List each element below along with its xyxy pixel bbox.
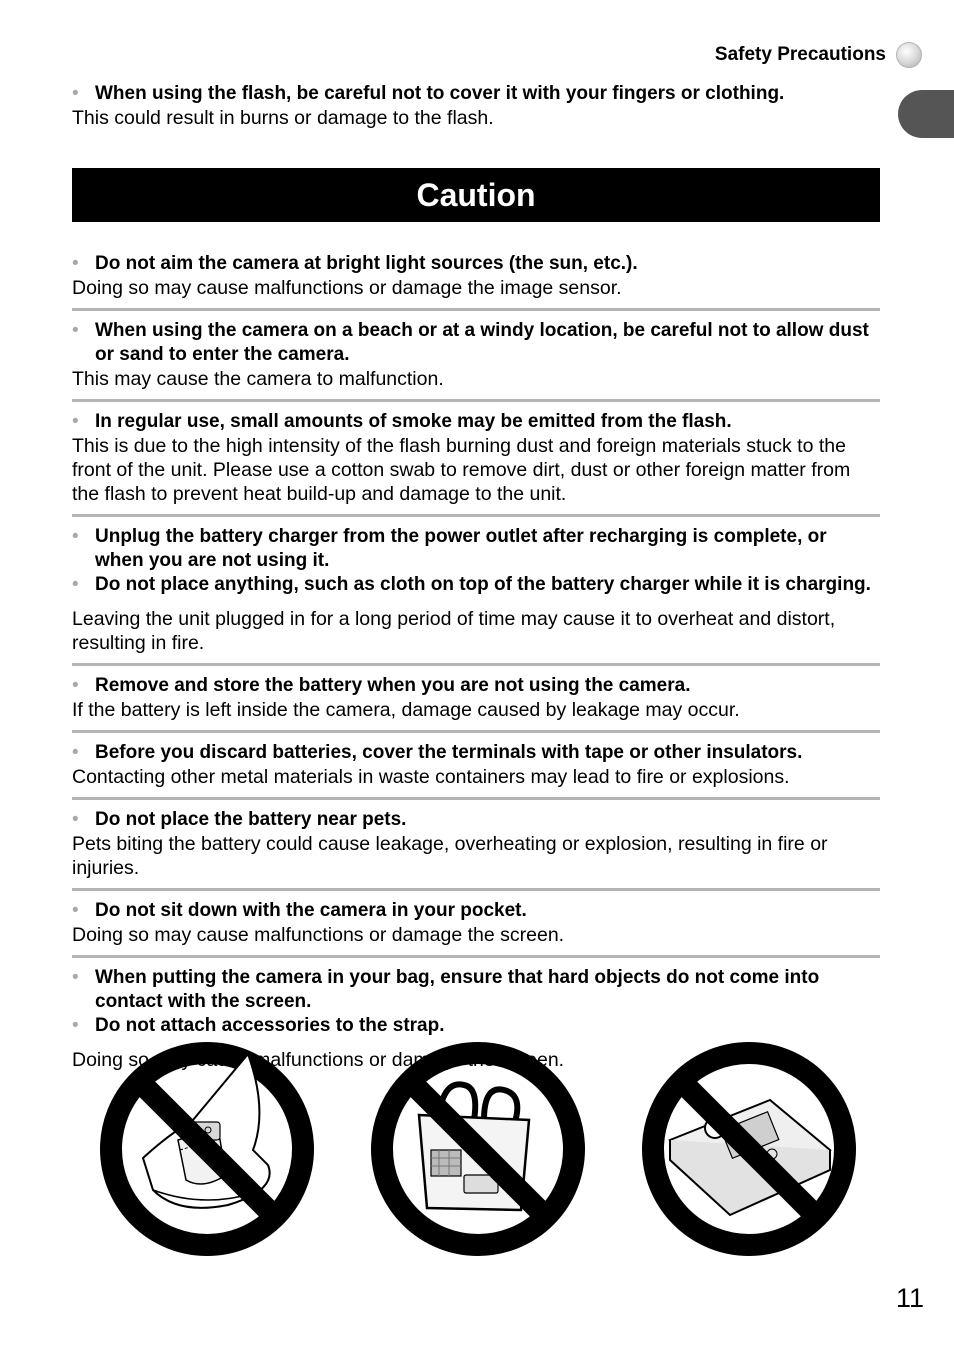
caution-heading: • In regular use, small amounts of smoke may be emitted from the flash. <box>72 410 880 434</box>
intro-item <box>72 82 880 130</box>
caution-text: This is due to the high intensity of the flash burning dust and foreign materials stuck to the front of the unit. Please use a cotton swab to remove dirt, dust or other foreign matter from the flash to prevent heat build-up and damage to the unit. <box>72 435 851 505</box>
caution-heading: • Unplug the battery charger from the power outlet after recharging is complete, or when you are not using it. <box>72 525 880 573</box>
caution-item <box>72 517 880 663</box>
caution-text: Doing so may cause malfunctions or damage the screen. <box>72 1049 565 1071</box>
page-header <box>715 42 922 68</box>
caution-item <box>72 252 880 308</box>
spacer <box>72 597 880 607</box>
caution-text: Doing so may cause malfunctions or damage the image sensor. <box>72 277 622 299</box>
caution-text: If the battery is left inside the camera, damage caused by leakage may occur. <box>72 699 740 721</box>
no-accessories-on-strap-icon <box>640 1040 858 1258</box>
caution-heading: • Before you discard batteries, cover the terminals with tape or other insulators. <box>72 741 880 765</box>
no-sitting-with-camera-in-pocket-icon <box>98 1040 316 1258</box>
page-number: 11 <box>895 1283 924 1313</box>
caution-heading: • Do not sit down with the camera in your pocket. <box>72 899 880 923</box>
no-hard-objects-in-bag-icon <box>369 1040 587 1258</box>
section-title: Safety Precautions <box>714 44 886 65</box>
caution-item <box>72 402 880 514</box>
page-content <box>72 82 880 1080</box>
caution-item <box>72 800 880 888</box>
caution-item <box>72 666 880 730</box>
caution-heading: • When using the camera on a beach or at a windy location, be careful not to allow dust or sand to enter the camera. <box>72 319 880 367</box>
caution-text: Pets biting the battery could cause leakage, overheating or explosion, resulting in fire or injuries. <box>72 833 828 879</box>
illustrations <box>98 1040 858 1262</box>
caution-heading: • Do not place anything, such as cloth on top of the battery charger while it is charging. <box>72 573 880 597</box>
caution-banner: Caution <box>72 168 880 222</box>
caution-item <box>72 733 880 797</box>
caution-heading: • When putting the camera in your bag, ensure that hard objects do not come into contact with the screen. <box>72 966 880 1014</box>
caution-heading: • Do not attach accessories to the strap. <box>72 1014 880 1038</box>
caution-heading: • Do not aim the camera at bright light sources (the sun, etc.). <box>72 252 880 276</box>
intro-heading: • When using the flash, be careful not to cover it with your fingers or clothing. <box>72 82 880 106</box>
section-dot-icon <box>896 42 922 68</box>
caution-text: Contacting other metal materials in waste containers may lead to fire or explosions. <box>72 766 790 788</box>
chapter-tab <box>898 90 954 138</box>
caution-text: Leaving the unit plugged in for a long period of time may cause it to overheat and distort, resulting in fire. <box>72 608 836 654</box>
caution-heading: • Do not place the battery near pets. <box>72 808 880 832</box>
caution-heading: • Remove and store the battery when you are not using the camera. <box>72 674 880 698</box>
caution-text: This may cause the camera to malfunction. <box>72 368 444 390</box>
intro-text: This could result in burns or damage to the flash. <box>72 107 494 129</box>
caution-item <box>72 311 880 399</box>
caution-text: Doing so may cause malfunctions or damage the screen. <box>72 924 565 946</box>
caution-item <box>72 891 880 955</box>
caution-list <box>72 252 880 1080</box>
